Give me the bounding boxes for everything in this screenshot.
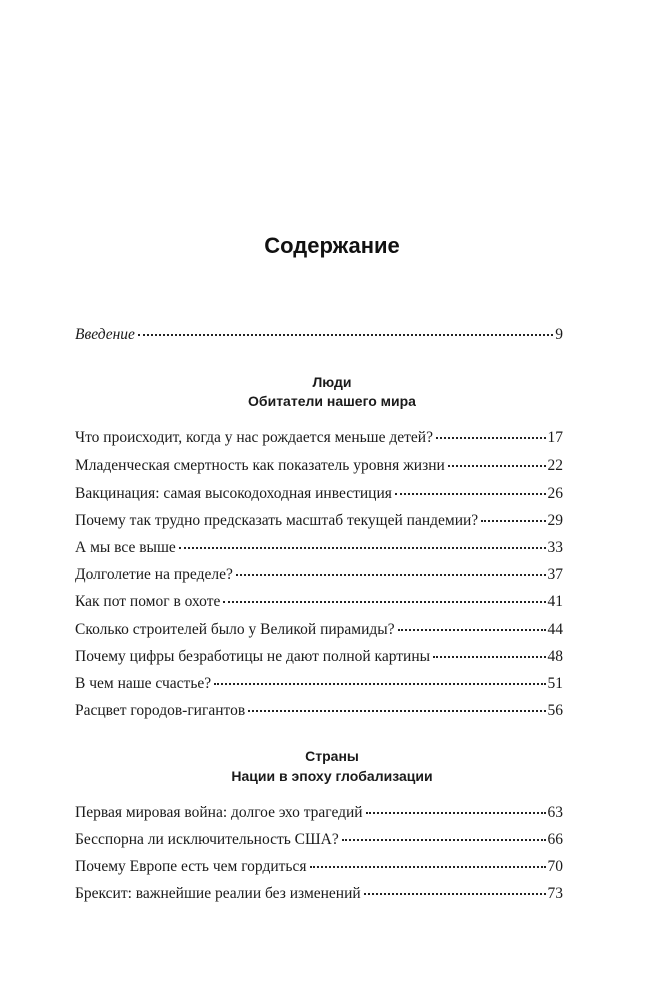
- toc-entry-page: 73: [547, 885, 563, 902]
- dot-leader: [214, 682, 545, 685]
- toc-entry-title: А мы все выше: [75, 539, 176, 556]
- toc-entry-page: 26: [547, 485, 563, 502]
- toc-entry-page: 17: [547, 429, 563, 446]
- toc-entry-title: Брексит: важнейшие реалии без изменений: [75, 885, 361, 902]
- section-heading: Люди: [312, 374, 352, 390]
- section-heading: Страны: [305, 748, 359, 764]
- toc-entry[interactable]: [75, 647, 563, 667]
- dot-leader: [436, 436, 546, 439]
- toc-entry-page: 22: [547, 457, 563, 474]
- toc-entry-page: 63: [547, 804, 563, 821]
- dot-leader: [248, 709, 545, 712]
- toc-entry[interactable]: [75, 484, 563, 504]
- toc-entry-page: 56: [547, 702, 563, 719]
- toc-entry-page: 51: [547, 675, 563, 692]
- toc-entry-title: Что происходит, когда у нас рождается меньше детей?: [75, 429, 433, 446]
- toc-entry-page: 41: [547, 593, 563, 610]
- toc-entry-title: Введение: [75, 326, 135, 343]
- toc-entry-title: В чем наше счастье?: [75, 675, 212, 692]
- toc-entry-page: 48: [547, 648, 563, 665]
- toc-entry-page: 44: [547, 621, 563, 638]
- toc-entry-page: 33: [547, 539, 563, 556]
- toc-entry-page: 66: [547, 831, 563, 848]
- toc-entry-title: Почему Европе есть чем гордиться: [75, 858, 307, 875]
- toc-entry-title: Почему цифры безработицы не дают полной картины: [75, 648, 431, 665]
- toc-entry[interactable]: [75, 592, 563, 612]
- dot-leader: [448, 464, 546, 467]
- dot-leader: [236, 573, 546, 576]
- toc-entry-title: Вакцинация: самая высокодоходная инвестиция: [75, 485, 392, 502]
- toc-entry[interactable]: [75, 428, 563, 448]
- toc-entry[interactable]: [75, 620, 563, 640]
- toc-entry[interactable]: [75, 674, 563, 694]
- section-subtitle: Нации в эпоху глобализации: [231, 768, 433, 784]
- dot-leader: [223, 600, 545, 603]
- dot-leader: [364, 892, 546, 895]
- dot-leader: [179, 546, 546, 549]
- toc-entry-title: Как пот помог в охоте: [75, 593, 221, 610]
- toc-entry-title: Почему так трудно предсказать масштаб текущей пандемии?: [75, 512, 479, 529]
- toc-entry[interactable]: [75, 456, 563, 476]
- dot-leader: [398, 628, 546, 631]
- dot-leader: [310, 865, 546, 868]
- page-title: Содержание: [264, 233, 400, 258]
- dot-leader: [366, 811, 546, 814]
- toc-entry-title: Сколько строителей было у Великой пирамиды?: [75, 621, 395, 638]
- toc-entry-title: Расцвет городов-гигантов: [75, 702, 246, 719]
- toc-entry[interactable]: [75, 830, 563, 850]
- toc-entry-title: Первая мировая война: долгое эхо трагедий: [75, 804, 363, 821]
- toc-entry[interactable]: [75, 803, 563, 823]
- dot-leader: [342, 838, 546, 841]
- toc-entry[interactable]: [75, 511, 563, 531]
- toc-entry-page: 9: [555, 326, 563, 343]
- toc-entry-page: 70: [547, 858, 563, 875]
- toc-entry[interactable]: [75, 565, 563, 585]
- toc-entry-title: Бесспорна ли исключительность США?: [75, 831, 339, 848]
- dot-leader: [138, 333, 553, 336]
- toc-entry[interactable]: [75, 538, 563, 558]
- toc-entry-title: Долголетие на пределе?: [75, 566, 233, 583]
- toc-entry[interactable]: [75, 884, 563, 904]
- toc-entry-page: 29: [547, 512, 563, 529]
- dot-leader: [395, 492, 546, 495]
- toc-entry[interactable]: [75, 701, 563, 721]
- toc-entry-title: Младенческая смертность как показатель уровня жизни: [75, 457, 445, 474]
- dot-leader: [481, 519, 545, 522]
- toc-entry[interactable]: [75, 857, 563, 877]
- toc-entry-page: 37: [547, 566, 563, 583]
- toc-entry-intro[interactable]: [75, 325, 563, 345]
- section-subtitle: Обитатели нашего мира: [248, 393, 416, 409]
- dot-leader: [433, 655, 545, 658]
